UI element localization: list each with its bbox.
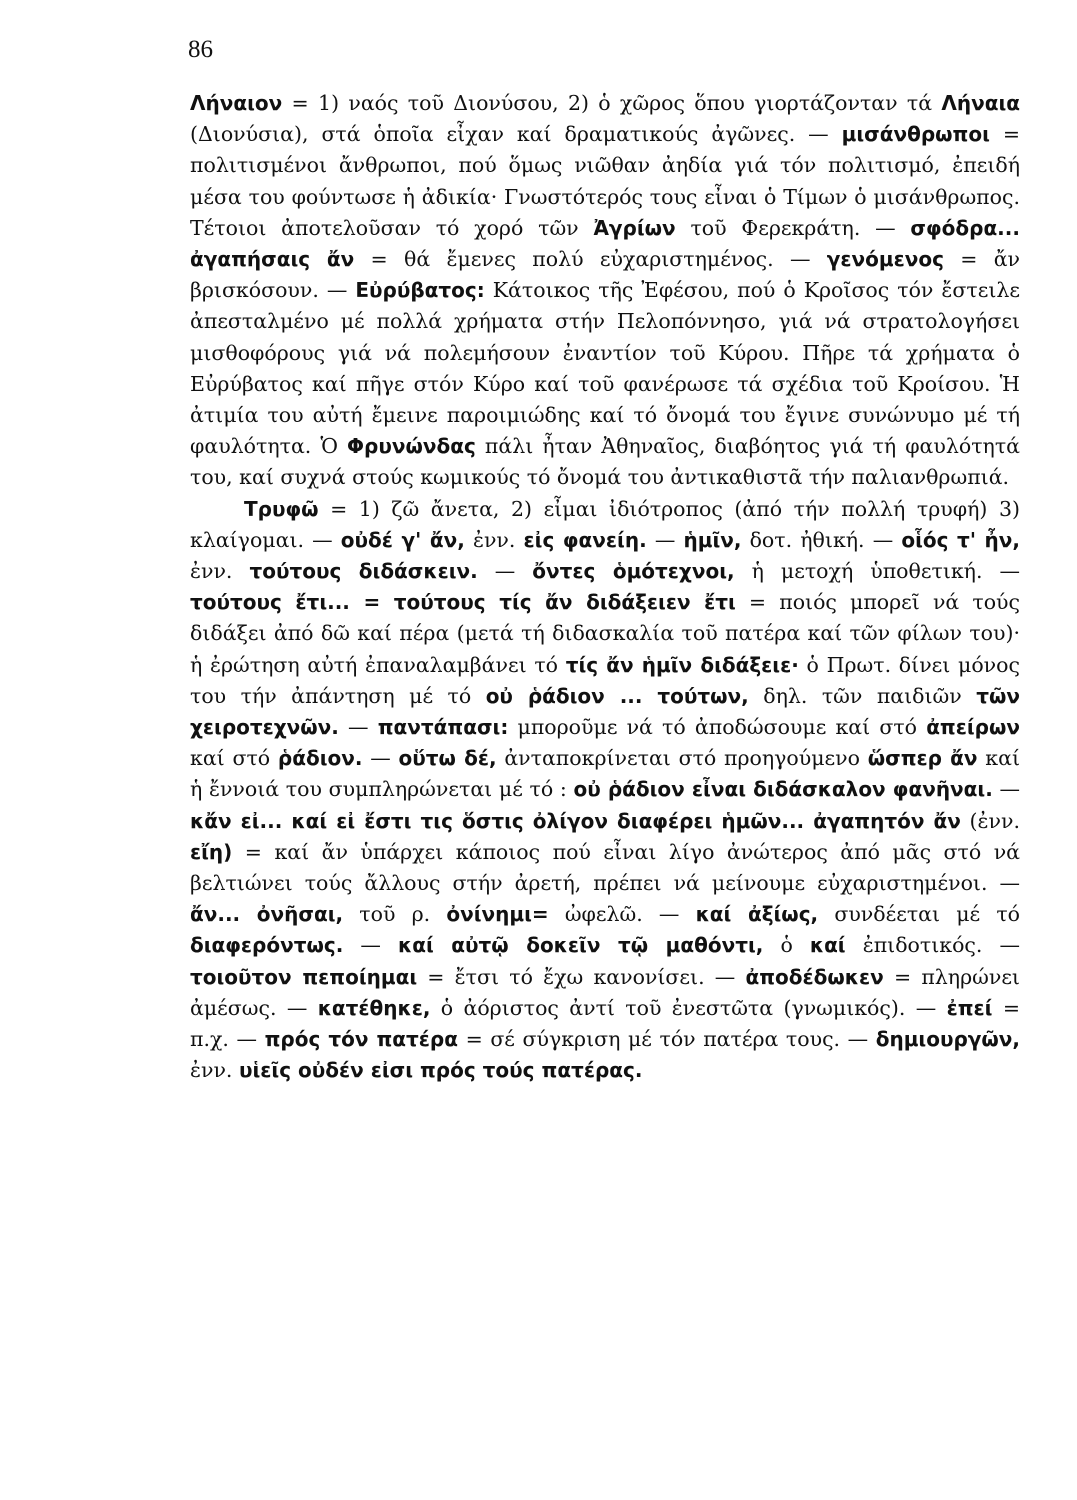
page-number: 86	[188, 36, 213, 63]
gloss-text: ὁ ἀόριστος ἀντί τοῦ ἐνεστῶτα (γνωμικός). —	[430, 995, 947, 1020]
lemma-term: οὐ ῥάδιον ... τούτων,	[485, 683, 749, 708]
gloss-text: ὁ Πρωτ. δίνει μόνος του τήν ἀπάντηση μέ τό	[190, 652, 1020, 708]
gloss-text: καί στό	[190, 746, 278, 771]
lemma-term: υἱεῖς οὐδέν εἰσι πρός τούς πατέρας.	[238, 1058, 643, 1083]
lemma-term: ἀποδέδωκεν	[745, 964, 884, 989]
lemma-term: τοιοῦτον πεποίημαι	[190, 964, 418, 989]
lemma-term: ἄν... ὀνῆσαι,	[190, 902, 344, 927]
lemma-term: Εὐρύβατος:	[355, 278, 485, 303]
lemma-term: εἴη)	[190, 839, 233, 864]
gloss-text: (Διονύσια), στά ὁποῖα εἶχαν καί δραματικούς ἀγῶνες. —	[190, 122, 842, 147]
gloss-text: Κάτοικος τῆς Ἐφέσου, πού ὁ Κροῖσος τόν ἔστειλε ἀπεσταλμένο μέ πολλά χρήματα στήν Πελοπόννησο, γιά νά στρατολογήσει μισθοφόρους γιά νά πολεμήσουν ἐναντίον τοῦ Κύρου. Πῆρε τά χρήματα ὁ Εὐρύβατος καί πῆγε στόν Κύρο καί τοῦ φανέρωσε τά σχέδια τοῦ Κροίσου. Ἡ ἀτιμία του αὐτή ἔμεινε παροιμιώδης καί τό ὄνομά του ἔγινε συνώνυμο μέ τή φαυλότητα. Ὁ	[190, 278, 1020, 459]
lemma-term: σφόδρα... ἀγαπήσαις ἄν	[190, 215, 1020, 272]
gloss-text: ὠφελῶ. —	[548, 902, 696, 927]
gloss-text: τοῦ ρ.	[343, 902, 447, 927]
lemma-term: καί αὐτῷ δοκεῖν τῷ μαθόντι,	[398, 933, 764, 958]
gloss-text: —	[362, 746, 399, 771]
gloss-text: —	[338, 715, 378, 740]
gloss-text: ἀνταποκρίνεται στό προηγούμενο	[496, 746, 868, 771]
gloss-text: = ποιός μπορεῖ νά τούς διδάξει ἀπό δῶ καί πέρα (μετά τή διδασκαλία τοῦ πατέρα καί τῶν φίλων του)· ἡ ἐρώτηση αὐτή ἐπαναλαμβάνει τό	[190, 590, 1020, 677]
gloss-text: ἐνν.	[464, 527, 524, 552]
lemma-term: διαφερόντως.	[190, 933, 344, 958]
lemma-term: γενόμενος	[826, 247, 944, 272]
lemma-term: παντάπασι:	[377, 715, 509, 740]
gloss-text: ἐνν.	[190, 1058, 239, 1083]
gloss-text: —	[646, 527, 684, 552]
commentary-paragraph	[190, 88, 1020, 494]
lemma-term: κἄν εἰ... καί εἰ ἔστι τις ὅστις ὀλίγον διαφέρει ἡμῶν... ἀγαπητόν ἄν	[190, 808, 961, 833]
lemma-term: δημιουργῶν,	[875, 1027, 1020, 1052]
gloss-text: = π.χ. —	[190, 995, 1020, 1052]
lemma-term: ὄντες ὁμότεχνοι,	[532, 559, 735, 584]
commentary-paragraph	[190, 494, 1020, 1087]
commentary-text	[190, 88, 1020, 1087]
lemma-term: ῥάδιον.	[277, 746, 363, 771]
lemma-term: τῶν χειροτεχνῶν.	[190, 683, 1020, 740]
lemma-term: τίς ἄν ἡμῖν διδάξειε·	[565, 652, 799, 677]
lemma-term: οἷός τ' ἦν,	[901, 527, 1020, 552]
gloss-text: μποροῦμε νά τό ἀποδώσουμε καί στό	[508, 715, 927, 740]
gloss-text: = πολιτισμένοι ἄνθρωποι, πού ὅμως νιῶθαν ἀηδία γιά τόν πολιτισμό, ἐπειδή μέσα του φούντωσε ἡ ἀδικία· Γνωστότερός τους εἶναι ὁ Τίμων ὁ μισάνθρωπος. Τέτοιοι ἀποτελοῦσαν τό χορό τῶν	[190, 122, 1020, 240]
lemma-term: οὕτω δέ,	[398, 746, 497, 771]
gloss-text: = σέ σύγκριση μέ τόν πατέρα τους. —	[458, 1027, 876, 1052]
lemma-term: ἀπείρων	[926, 715, 1020, 740]
lemma-term: καί	[809, 933, 846, 958]
gloss-text: = πληρώνει ἀμέσως. —	[190, 964, 1020, 1020]
lemma-term: κατέθηκε,	[317, 995, 431, 1020]
lemma-term: οὐ ῥάδιον εἶναι διδάσκαλον φανῆναι.	[573, 777, 993, 802]
gloss-text: πάλι ἦταν Ἀθηναῖος, διαβόητος γιά τή φαυλότητά του, καί συχνά στούς κωμικούς τό ὄνομά του ἀντικαθιστᾶ τήν παλιανθρωπιά.	[190, 434, 1020, 490]
gloss-text: —	[477, 559, 533, 584]
gloss-text: —	[992, 777, 1020, 802]
gloss-text: = ἄν βρισκόσουν. —	[190, 247, 1021, 303]
lemma-term: ἡμῖν,	[683, 527, 742, 552]
lemma-term: εἰς φανείη.	[523, 527, 647, 552]
gloss-text: = θά ἔμενες πολύ εὐχαριστημένος. —	[354, 247, 827, 272]
gloss-text: συνδέεται μέ τό	[818, 902, 1021, 927]
gloss-text: καί ἡ ἔννοιά του συμπληρώνεται μέ τό :	[190, 746, 1020, 802]
lemma-term: Τρυφῶ	[244, 496, 319, 521]
gloss-text: = 1) ζῶ ἄνετα, 2) εἶμαι ἰδιότροπος (ἀπό τήν πολλή τρυφή) 3) κλαίγομαι. —	[190, 496, 1020, 552]
gloss-text: ἐνν.	[190, 559, 250, 584]
lemma-term: ὥσπερ ἄν	[867, 746, 978, 771]
lemma-term: ἐπεί	[946, 995, 993, 1020]
gloss-text: —	[343, 933, 399, 958]
gloss-text: = καί ἄν ὑπάρχει κάποιος πού εἶναι λίγο ἀνώτερος ἀπό μᾶς στό νά βελτιώνει τούς ἄλλους στήν ἀρετή, πρέπει νά μείνουμε εὐχαριστημένοι. —	[190, 839, 1020, 896]
lemma-term: Φρυνώνδας	[347, 434, 476, 459]
gloss-text: τοῦ Φερεκράτη. —	[675, 215, 911, 240]
gloss-text: ἐπιδοτικός. —	[845, 933, 1020, 958]
lemma-term: οὐδέ γ' ἄν,	[340, 527, 465, 552]
gloss-text: δοτ. ἠθική. —	[741, 527, 902, 552]
gloss-text: (ἐνν.	[960, 808, 1020, 833]
gloss-text: = ἔτσι τό ἔχω κανονίσει. —	[417, 964, 746, 989]
lemma-term: Λήναια	[941, 91, 1020, 115]
gloss-text: δηλ. τῶν παιδιῶν	[748, 683, 977, 708]
lemma-term: τούτους ἔτι... = τούτους τίς ἄν διδάξειεν ἔτι	[190, 590, 736, 615]
gloss-text: ἡ μετοχή ὑποθετική. —	[734, 559, 1020, 584]
lemma-term: Λήναιον	[190, 91, 283, 115]
lemma-term: τούτους διδάσκειν.	[249, 559, 478, 584]
lemma-term: Ἀγρίων	[593, 215, 676, 240]
gloss-text: ὁ	[763, 933, 810, 958]
gloss-text: = 1) ναός τοῦ Διονύσου, 2) ὁ χῶρος ὅπου γιορτάζονταν τά	[282, 91, 942, 115]
lemma-term: ὀνίνημι=	[446, 902, 549, 927]
lemma-term: πρός τόν πατέρα	[264, 1027, 458, 1052]
lemma-term: μισάνθρωποι	[841, 122, 990, 147]
lemma-term: καί ἀξίως,	[695, 902, 819, 927]
